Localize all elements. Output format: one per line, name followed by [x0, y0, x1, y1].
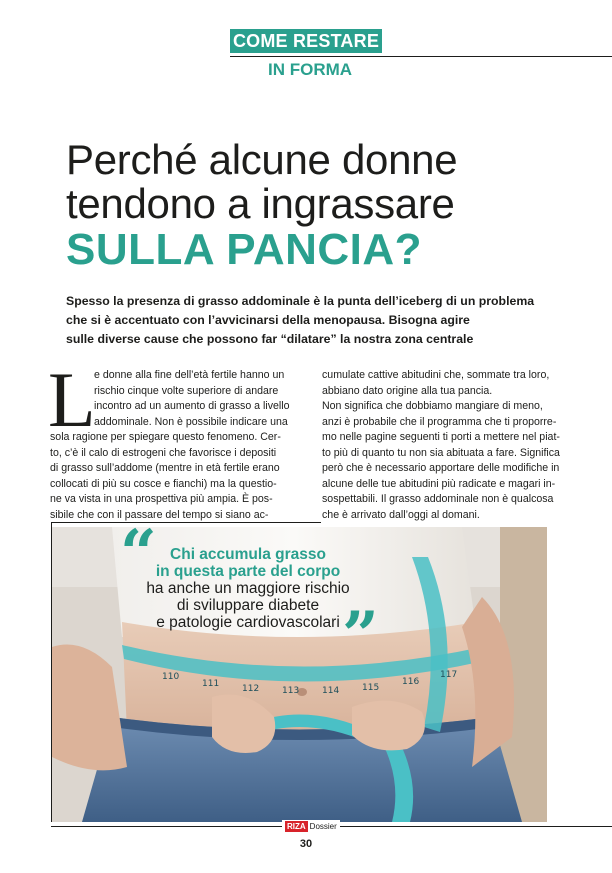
body-line: sospettabili. Il grasso addominale non è qualcosa [322, 493, 554, 505]
quote-open-icon: “ [120, 516, 157, 591]
tape-number: 112 [242, 684, 260, 694]
tape-number: 115 [362, 683, 380, 693]
riza-logo: RIZA [287, 821, 306, 831]
body-line: mo nelle pagine seguenti ti porti a mettere nel piat- [322, 431, 560, 443]
body-line: to più di quanto tu non sia abituata a fare. Significa [322, 446, 560, 459]
quote-close-icon: ” [342, 598, 379, 673]
tape-number: 117 [440, 670, 458, 680]
body-line: ne va vista in una prospettiva più ampia. È pos- [50, 493, 273, 505]
body-line: e donne alla fine dell’età fertile hanno un [94, 369, 285, 381]
tape-number: 113 [282, 686, 300, 696]
body-line: incontro ad un aumento di grasso a livello [94, 400, 290, 412]
title-line-1: Perché alcune donne [66, 136, 458, 183]
lead-line: Spesso la presenza di grasso addominale è la punta dell’iceberg di un problema [66, 294, 535, 308]
frame-rule-horizontal [51, 522, 321, 523]
title-highlight: SULLA PANCIA? [66, 225, 423, 274]
section-divider [230, 56, 612, 57]
body-line: Non significa che dobbiamo mangiare di meno, [322, 400, 543, 412]
pull-quote-highlight: in questa parte del corpo [155, 563, 341, 580]
body-line: to, c’è il calo di estrogeni che favorisce i depositi [50, 446, 277, 459]
body-line: collocati di più su cosce e fianchi) ma la questio- [50, 477, 277, 490]
body-line: però che è necessario apportare delle modifiche in [322, 462, 560, 474]
lead-paragraph [66, 292, 586, 349]
drop-cap: L [48, 356, 96, 443]
body-line: di grasso sull’addome (mentre in età fertile erano [50, 462, 280, 474]
pull-quote-text: di sviluppare diabete [176, 597, 320, 614]
body-line: rischio cinque volte superiore di andare [94, 384, 279, 397]
footer-brand [282, 820, 340, 832]
body-line: abbiano dato origine alla tua pancia. [322, 384, 493, 397]
body-line: addominale. Non è possibile indicare una [94, 415, 288, 428]
tape-number: 116 [402, 677, 420, 687]
pull-quote-highlight: Chi accumula grasso [170, 546, 326, 563]
pull-quote-text: ha anche un maggiore rischio [146, 580, 350, 597]
page-number: 30 [299, 838, 313, 850]
footer-label: Dossier [309, 821, 337, 831]
right-hand [352, 701, 425, 751]
body-line: anzi è probabile che il programma che ti proporre- [322, 415, 557, 428]
lead-line: sulle diverse cause che possono far “dilatare” la nostra zona centrale [66, 332, 474, 346]
body-line: sola ragione per spiegare questo fenomeno. Cer- [50, 431, 281, 443]
body-column-1 [50, 368, 294, 523]
pull-quote-text: e patologie cardiovascolari [156, 614, 340, 631]
title-line-2: tendono a ingrassare [66, 180, 455, 227]
body-line: sibile che con il passare del tempo si siano ac- [50, 508, 269, 521]
body-line: alcune delle tue abitudini più radicate e magari in- [322, 477, 556, 490]
body-line: cumulate cattive abitudini che, sommate tra loro, [322, 369, 550, 381]
lead-line: che si è accentuato con l’avvicinarsi della menopausa. Bisogna agire [66, 313, 470, 327]
body-line: che è arrivato dall’oggi al domani. [322, 508, 480, 521]
tape-number: 111 [202, 679, 220, 689]
pull-quote [142, 546, 354, 631]
article-title [66, 138, 606, 274]
body-column-2 [322, 368, 560, 523]
section-tag: COME RESTARE [230, 29, 382, 53]
tape-number: 110 [162, 672, 180, 682]
section-subtitle: IN FORMA [268, 60, 353, 79]
tape-number: 114 [322, 686, 340, 696]
